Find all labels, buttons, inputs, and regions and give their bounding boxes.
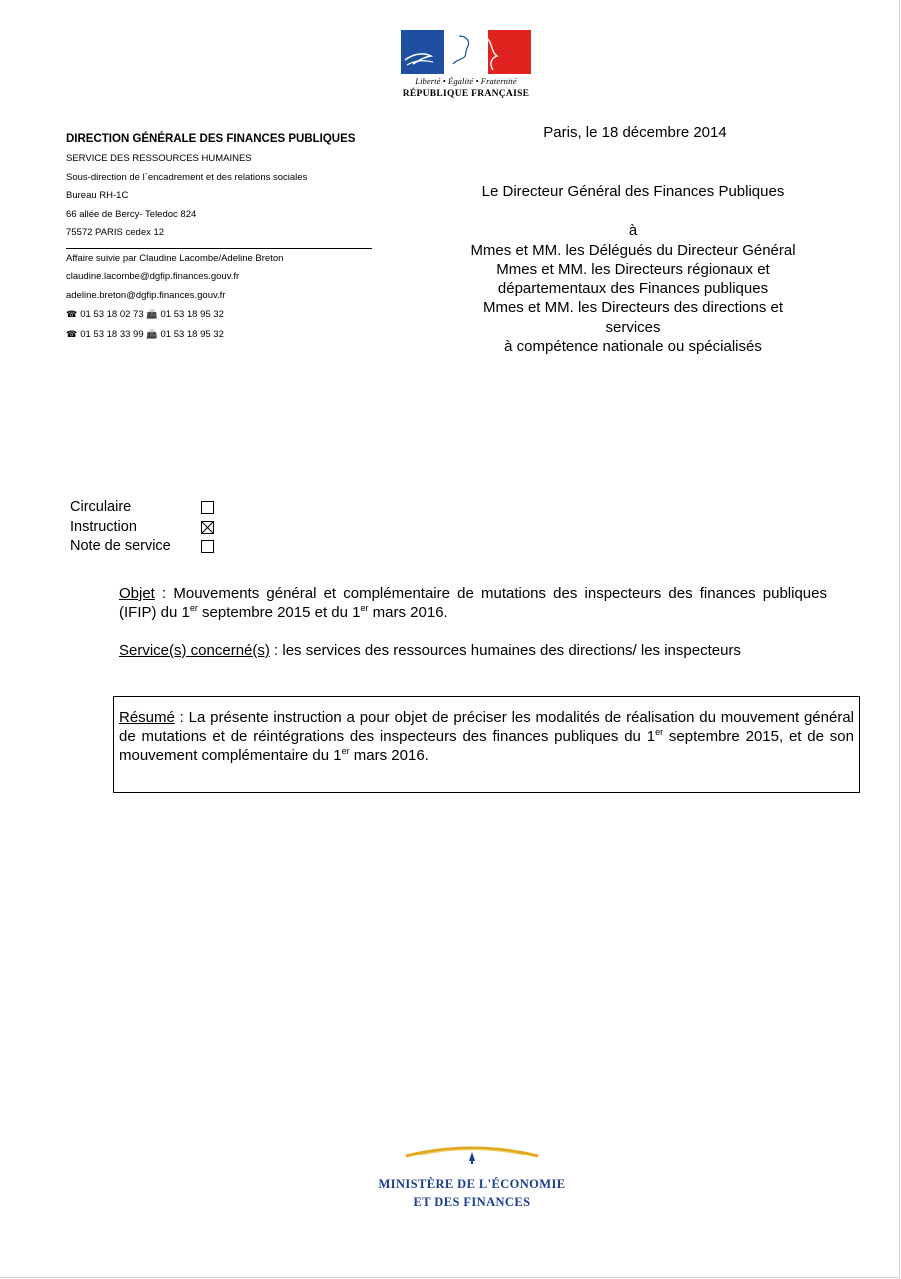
- instruction-checkbox[interactable]: [201, 521, 214, 534]
- sender-title: DIRECTION GÉNÉRALE DES FINANCES PUBLIQUES: [66, 133, 356, 145]
- email-adeline[interactable]: adeline.breton@dgfip.finances.gouv.fr: [66, 289, 226, 301]
- sender-city: 75572 PARIS cedex 12: [66, 227, 165, 238]
- document-type-list: [70, 498, 171, 557]
- sender-block: [66, 133, 372, 344]
- phone-number-1: 01 53 18 02 73: [80, 309, 144, 320]
- resume-box: [113, 696, 860, 793]
- phone-icon: ☎: [66, 309, 78, 319]
- ministry-logo: [370, 1142, 574, 1211]
- letter-date: Paris, le 18 décembre 2014: [543, 124, 727, 141]
- ministry-name-line1: MINISTÈRE DE L'ÉCONOMIE: [378, 1177, 566, 1191]
- doc-type-note-de-service: [70, 537, 171, 557]
- fax-number-2: 01 53 18 95 32: [160, 328, 224, 340]
- resume-text: mars 2016.: [349, 747, 429, 764]
- resume-label: Résumé: [119, 709, 175, 726]
- phone-number-2: 01 53 18 33 99: [80, 328, 144, 340]
- services-paragraph: [119, 641, 827, 660]
- followed-by: Affaire suivie par Claudine Lacombe/Adeline Breton: [66, 252, 284, 264]
- sender-divider: [66, 248, 372, 249]
- resume-text: septembre 2015, et de son mouvement complémentaire du 1: [119, 728, 854, 764]
- services-label: Service(s) concerné(s): [119, 642, 270, 659]
- sender-service: SERVICE DES RESSOURCES HUMAINES: [66, 153, 252, 164]
- ministry-name-line2: ET DES FINANCES: [413, 1195, 531, 1209]
- marianne-logo-icon: [401, 30, 531, 74]
- doc-type-label: Instruction: [70, 518, 137, 535]
- services-text: : les services des ressources humaines des directions/ les inspecteurs: [269, 642, 741, 659]
- addressee-line: Mmes et MM. les Délégués du Directeur Général: [470, 241, 796, 259]
- objet-text: mars 2016.: [368, 604, 448, 621]
- resume-text: : La présente instruction a pour objet de préciser les modalités de réalisation du mouvement général de mutations et de réintégrations des inspecteurs des finances publiques du 1: [119, 709, 854, 745]
- objet-text: : Mouvements général et complémentaire de mutations des inspecteurs des finances publiques (IFIP) du 1: [119, 585, 827, 621]
- circulaire-checkbox[interactable]: [201, 501, 214, 514]
- doc-type-circulaire: [70, 498, 171, 518]
- republic-motto: Liberté • Égalité • Fraternité: [415, 76, 517, 86]
- ordinal-sup: er: [341, 746, 350, 756]
- ordinal-sup: er: [655, 727, 664, 737]
- addressee-line: à compétence nationale ou spécialisés: [504, 338, 762, 356]
- email-claudine[interactable]: claudine.lacombe@dgfip.finances.gouv.fr: [66, 271, 240, 282]
- addressee-block: [428, 182, 838, 356]
- objet-label: Objet: [119, 585, 155, 602]
- objet-text: septembre 2015 et du 1: [197, 604, 361, 621]
- phone-icon: ☎: [66, 328, 78, 339]
- addressee-line: Mmes et MM. les Directeurs des directions et: [482, 299, 784, 317]
- fax-icon: 📠: [146, 309, 158, 319]
- ordinal-sup: er: [360, 603, 369, 613]
- addressee-line: services: [605, 318, 661, 336]
- republic-name: RÉPUBLIQUE FRANÇAISE: [402, 89, 530, 99]
- objet-paragraph: [119, 584, 827, 622]
- sender-bureau: Bureau RH-1C: [66, 190, 129, 201]
- addressee-line: départementaux des Finances publiques: [497, 280, 769, 298]
- republique-francaise-logo: [398, 30, 534, 106]
- check-cross-icon: [202, 522, 213, 533]
- sender-subdirection: Sous-direction de l`encadrement et des relations sociales: [66, 171, 308, 183]
- doc-type-instruction: [70, 518, 171, 538]
- fax-icon: 📠: [146, 328, 158, 339]
- doc-type-label: Circulaire: [70, 499, 132, 515]
- addressee-from: Le Directeur Général des Finances Publiques: [481, 183, 785, 200]
- sender-street: 66 allée de Bercy- Teledoc 824: [66, 208, 197, 220]
- contact-line-2: [66, 325, 372, 345]
- addressee-line: Mmes et MM. les Directeurs régionaux et: [496, 260, 770, 278]
- addressee-to: à: [628, 222, 638, 240]
- contact-line-1: [66, 305, 372, 325]
- doc-type-label: Note de service: [70, 538, 171, 555]
- ordinal-sup: er: [189, 603, 198, 613]
- ministry-arc-icon: [370, 1142, 574, 1170]
- fax-number-1: 01 53 18 95 32: [160, 309, 224, 320]
- note-de-service-checkbox[interactable]: [201, 540, 214, 553]
